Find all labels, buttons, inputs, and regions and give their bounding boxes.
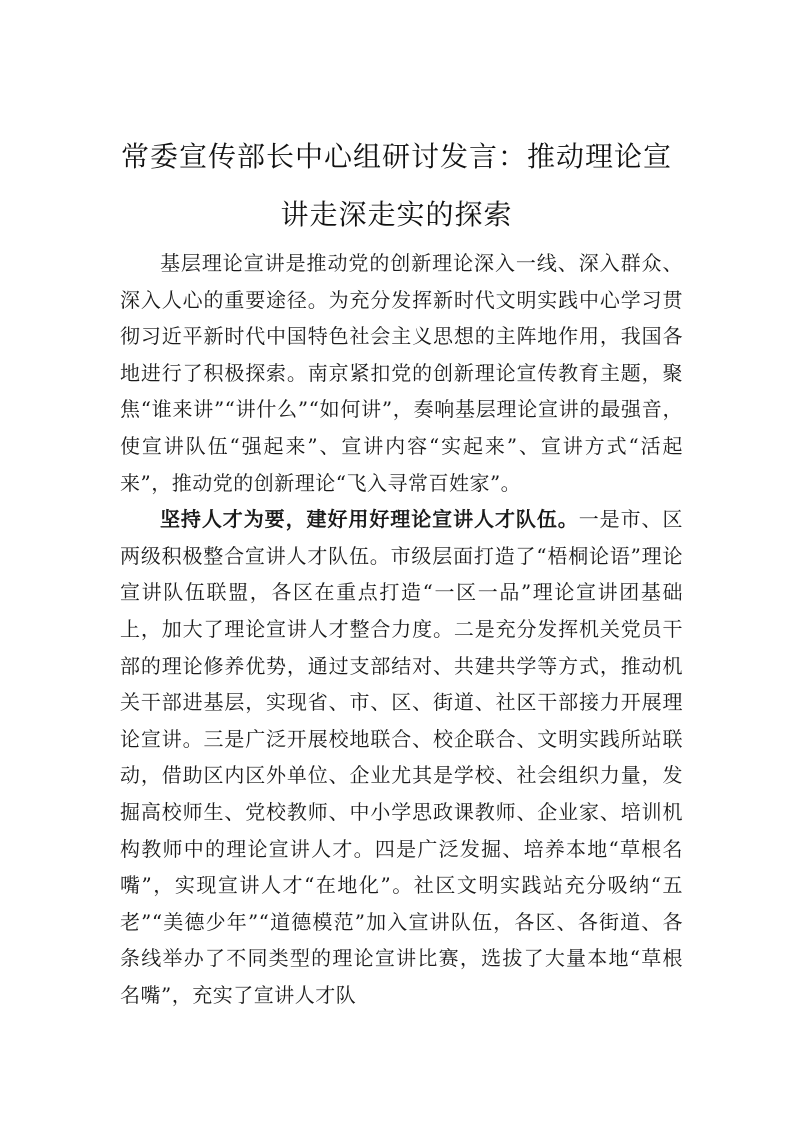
paragraph-intro [120, 245, 683, 501]
paragraph-lead: 坚持人才为要，建好用好理论宣讲人才队伍。 [160, 507, 579, 532]
paragraph-talent [120, 501, 683, 1013]
paragraph-text: 一是市、区两级积极整合宣讲人才队伍。市级层面打造了“梧桐论语”理论宣讲队伍联盟，各区在重点打造“一区一品”理论宣讲团基础上，加大了理论宣讲人才整合力度。二是充分发挥机关党员干部的理论修养优势，通过支部结对、共建共学等方式，推动机关干部进基层，实现省、市、区、街道、社区干部接力开展理论宣讲。三是广泛开展校地联合、校企联合、文明实践所站联动，借助区内区外单位、企业尤其是学校、社会组织力量，发掘高校师生、党校教师、中小学思政课教师、企业家、培训机构教师中的理论宣讲人才。四是广泛发掘、培养本地“草根名嘴”，实现宣讲人才“在地化”。社区文明实践站充分吸纳“五老”“美德少年”“道德模范”加入宣讲队伍，各区、各街道、各条线举办了不同类型的理论宣讲比赛，选拔了大量本地“草根名嘴”，充实了宣讲人才队 [120, 507, 683, 1007]
title-line-1: 常委宣传部长中心组研讨发言：推动理论宣 [120, 140, 672, 173]
document-body [120, 245, 683, 1013]
document-title [100, 128, 693, 244]
paragraph-text: 基层理论宣讲是推动党的创新理论深入一线、深入群众、深入人心的重要途径。为充分发挥新时代文明实践中心学习贯彻习近平新时代中国特色社会主义思想的主阵地作用，我国各地进行了积极探索。南京紧扣党的创新理论宣传教育主题，聚焦“谁来讲”“讲什么”“如何讲”，奏响基层理论宣讲的最强音，使宣讲队伍“强起来”、宣讲内容“实起来”、宣讲方式“活起来”，推动党的创新理论“飞入寻常百姓家”。 [120, 251, 683, 495]
title-line-2: 讲走深走实的探索 [280, 198, 513, 231]
